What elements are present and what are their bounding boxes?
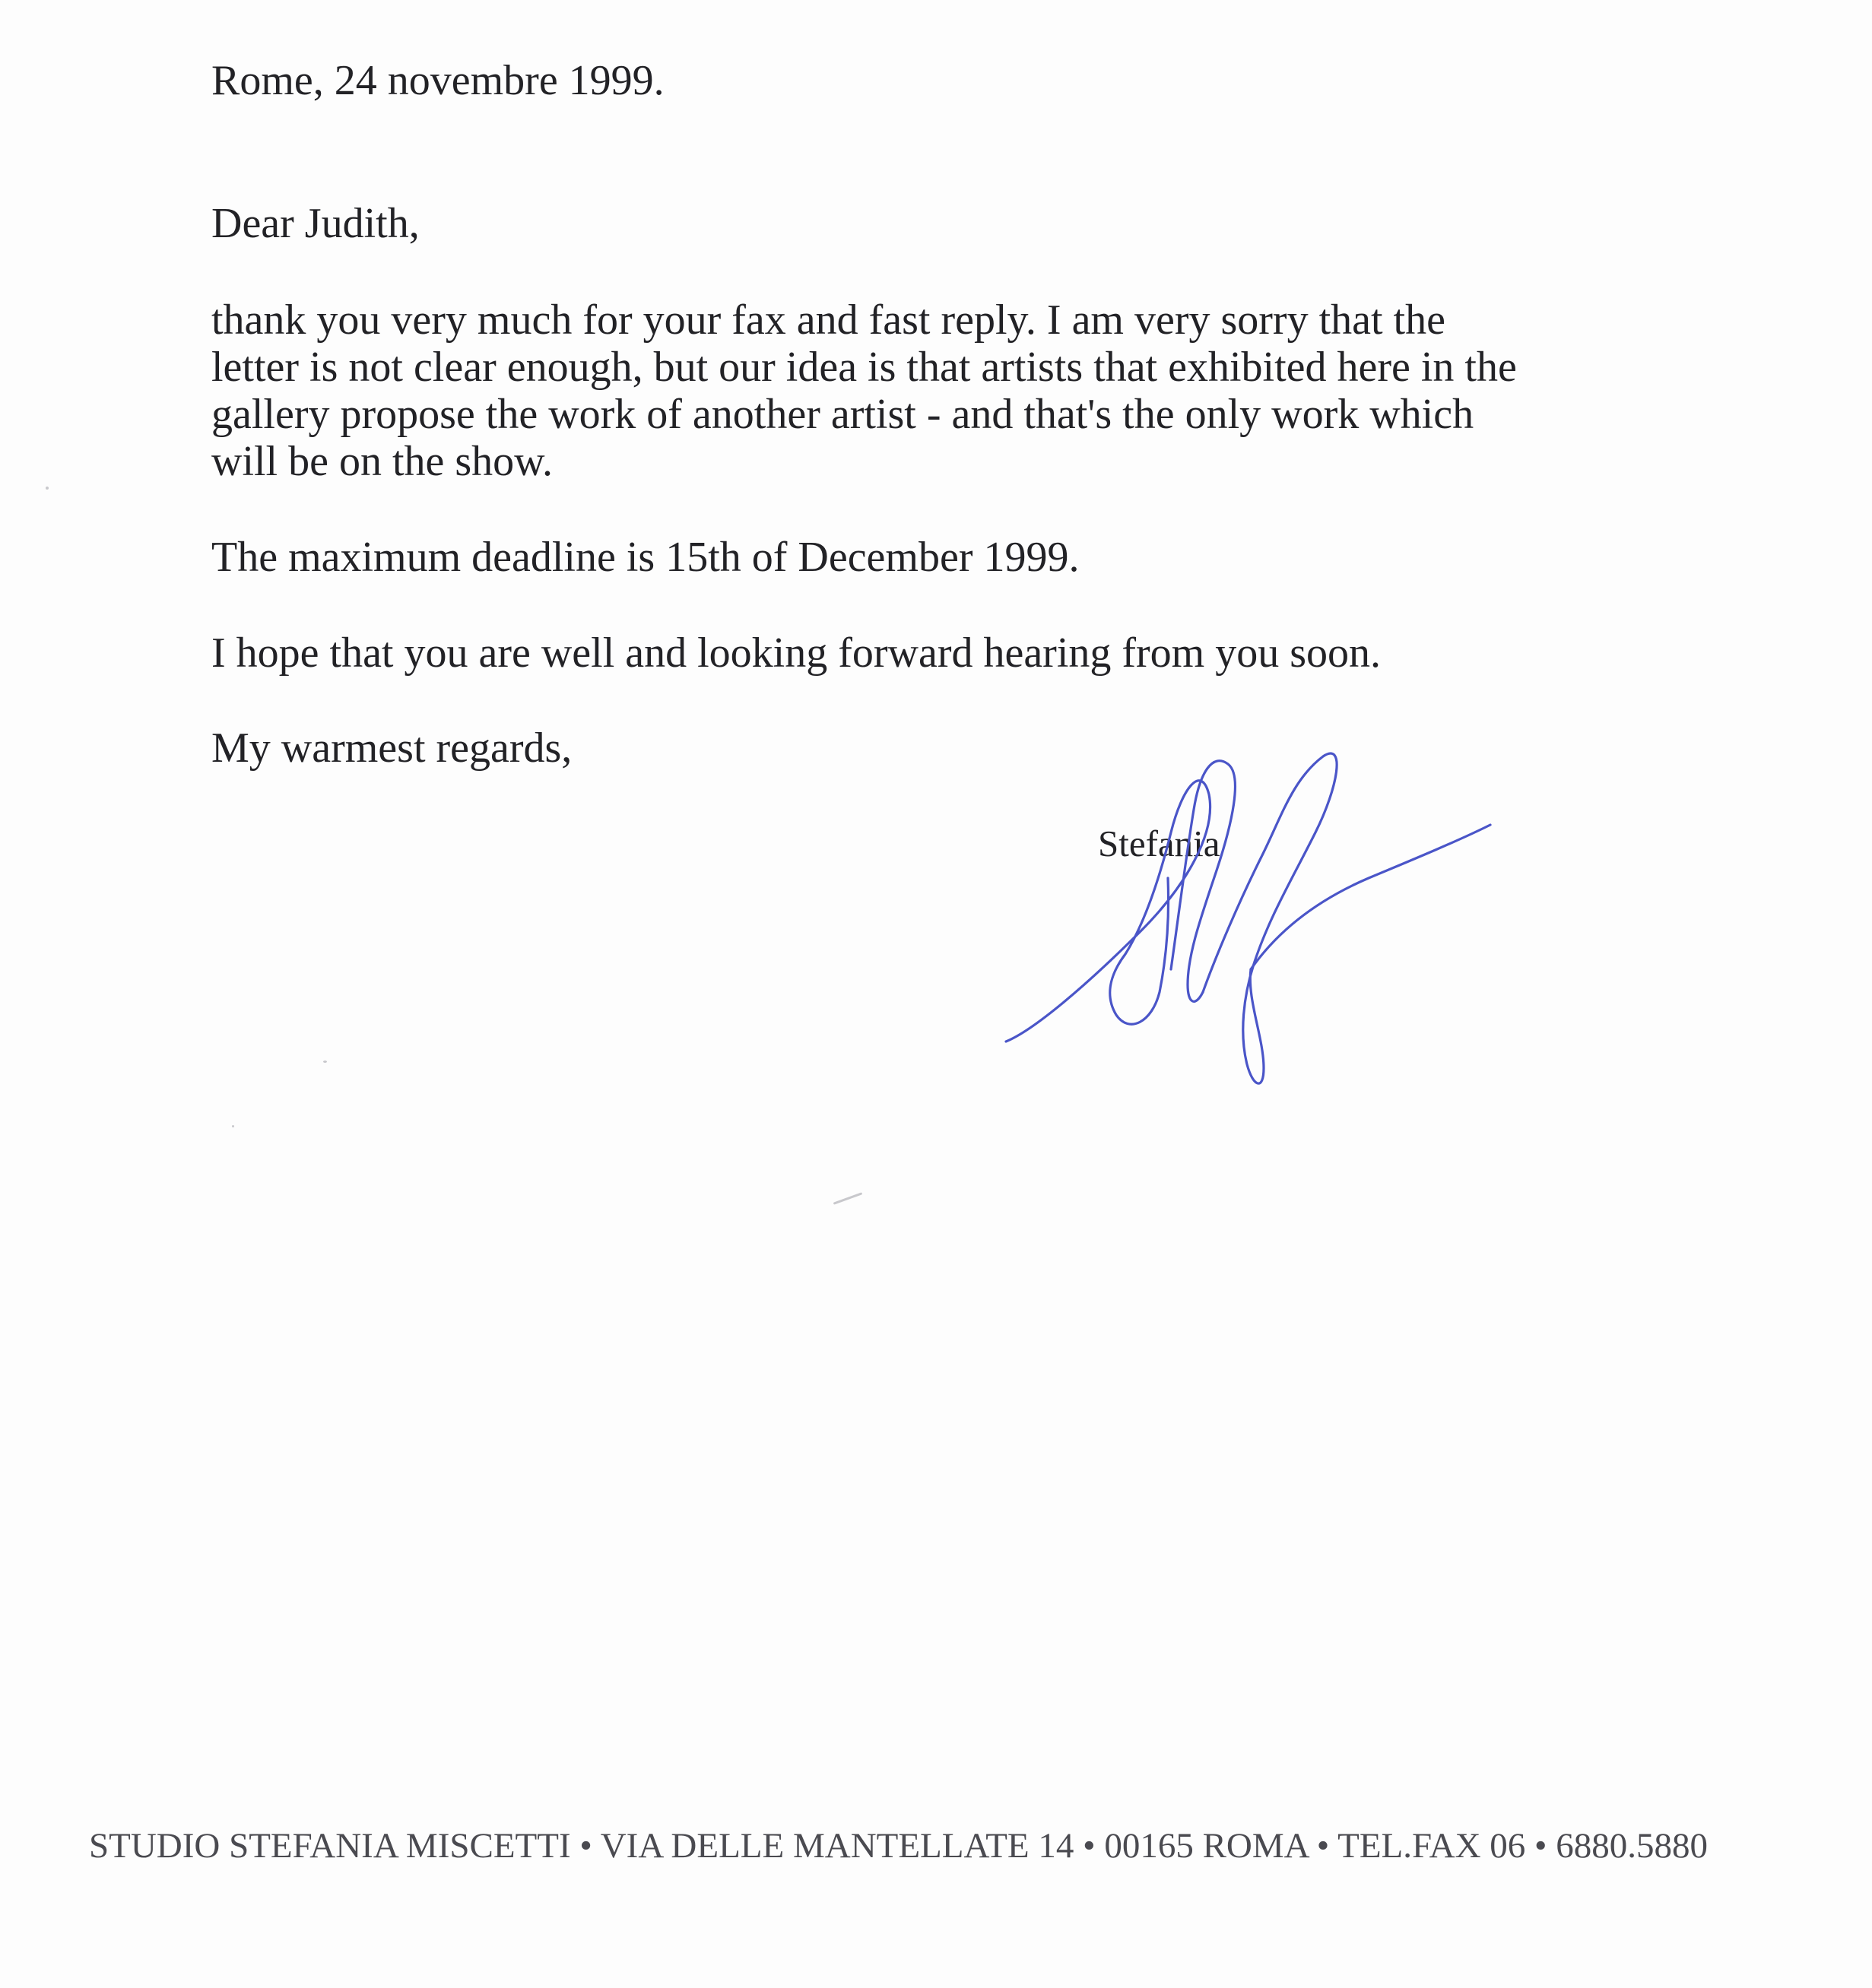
paper-speck	[833, 1192, 863, 1205]
paragraph-line: gallery propose the work of another artist - and that's the only work which	[211, 391, 1474, 438]
body-paragraph-3: I hope that you are well and looking forward hearing from you soon.	[211, 629, 1382, 677]
salutation: Dear Judith,	[211, 200, 420, 247]
paragraph-line: will be on the show.	[211, 438, 553, 485]
paragraph-line: letter is not clear enough, but our idea is that artists that exhibited here in the	[211, 344, 1517, 391]
letter-date: Rome, 24 novembre 1999.	[211, 57, 665, 104]
closing: My warmest regards,	[211, 724, 573, 772]
signature-stroke	[1171, 761, 1235, 1002]
paragraph-line: thank you very much for your fax and fast reply. I am very sorry that the	[211, 296, 1445, 344]
paper-speck	[232, 1125, 234, 1127]
handwritten-signature	[988, 741, 1506, 1106]
body-paragraph-1	[211, 296, 1626, 485]
paper-speck	[323, 1061, 327, 1063]
letterhead-footer: STUDIO STEFANIA MISCETTI • VIA DELLE MANTELLATE 14 • 00165 ROMA • TEL.FAX 06 • 6880.5880	[89, 1826, 1708, 1866]
signature-stroke	[1251, 825, 1490, 969]
signature-stroke	[1203, 753, 1337, 1083]
body-paragraph-2: The maximum deadline is 15th of December 1999.	[211, 534, 1080, 581]
paper-speck	[46, 487, 49, 490]
signer-name: Stefania	[1098, 823, 1220, 864]
